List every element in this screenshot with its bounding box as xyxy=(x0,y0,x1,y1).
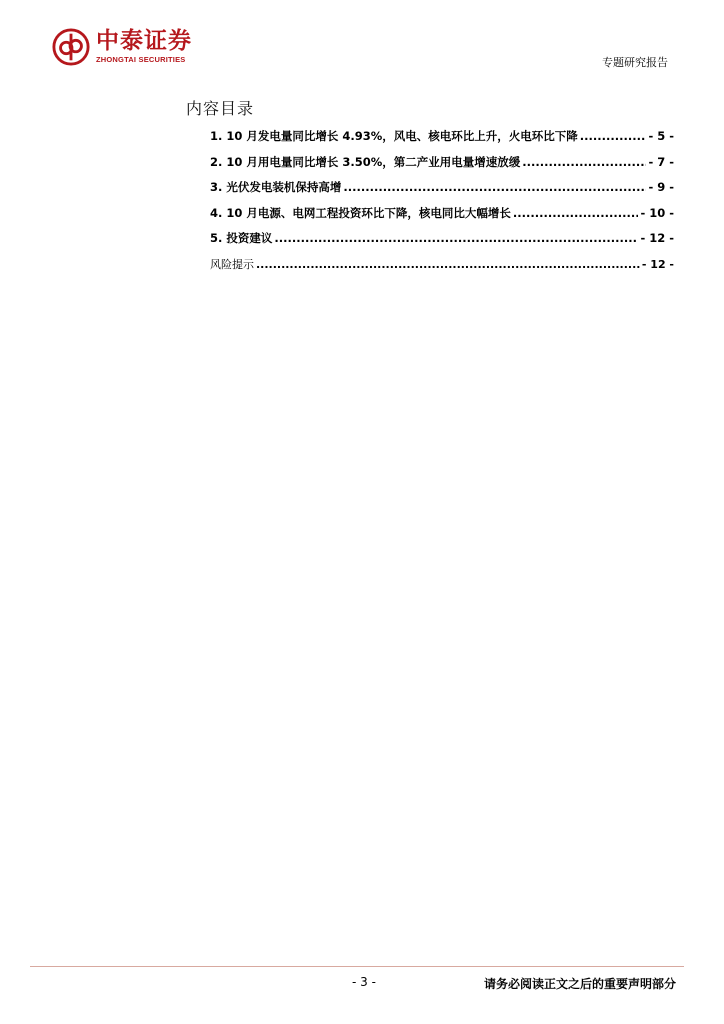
toc-entry-title: 10 月发电量同比增长 4.93%，风电、核电环比上升，火电环比下降 xyxy=(226,129,578,143)
toc-leader-dots xyxy=(343,180,646,194)
table-of-contents xyxy=(210,128,674,281)
toc-entry[interactable] xyxy=(210,230,674,256)
toc-entry-page: - 5 - xyxy=(648,129,674,143)
toc-entry-number: 5. xyxy=(210,231,223,245)
toc-entry-title: 投资建议 xyxy=(226,231,273,245)
zhongtai-logo-icon xyxy=(52,28,90,66)
toc-leader-dots xyxy=(274,231,638,245)
toc-entry-page: - 12 - xyxy=(641,257,674,271)
toc-entry-title: 光伏发电装机保持高增 xyxy=(226,180,342,194)
footer-divider xyxy=(30,966,684,967)
toc-leader-dots xyxy=(513,206,639,220)
toc-entry[interactable] xyxy=(210,205,674,231)
toc-leader-dots xyxy=(580,129,647,143)
toc-entry-title: 10 月电源、电网工程投资环比下降，核电同比大幅增长 xyxy=(226,205,511,220)
toc-entry[interactable] xyxy=(210,154,674,180)
toc-entry-title: 风险提示 xyxy=(210,257,254,271)
toc-entry-number: 1. xyxy=(210,129,223,143)
toc-entry-number: 4. xyxy=(210,205,223,220)
toc-entry-page: - 7 - xyxy=(648,154,674,169)
toc-entry-page: - 10 - xyxy=(640,205,674,220)
company-name-en: ZHONGTAI SECURITIES xyxy=(96,55,186,65)
toc-entry-title: 10 月用电量同比增长 3.50%，第二产业用电量增速放缓 xyxy=(226,154,521,169)
report-type: 专题研究报告 xyxy=(602,56,668,69)
toc-leader-dots xyxy=(256,258,640,271)
company-logo xyxy=(52,28,192,66)
toc-entry[interactable] xyxy=(210,256,674,282)
toc-entry-page: - 9 - xyxy=(648,180,674,194)
disclaimer-text: 请务必阅读正文之后的重要声明部分 xyxy=(483,977,676,991)
toc-entry-number: 2. xyxy=(210,154,223,169)
company-name-cn: 中泰证券 xyxy=(96,28,192,55)
toc-entry[interactable] xyxy=(210,179,674,205)
toc-title: 内容目录 xyxy=(186,99,255,118)
toc-entry[interactable] xyxy=(210,128,674,154)
toc-leader-dots xyxy=(522,155,646,169)
toc-entry-page: - 12 - xyxy=(640,231,674,245)
page-number: - 3 - xyxy=(352,975,376,989)
toc-entry-number: 3. xyxy=(210,180,223,194)
